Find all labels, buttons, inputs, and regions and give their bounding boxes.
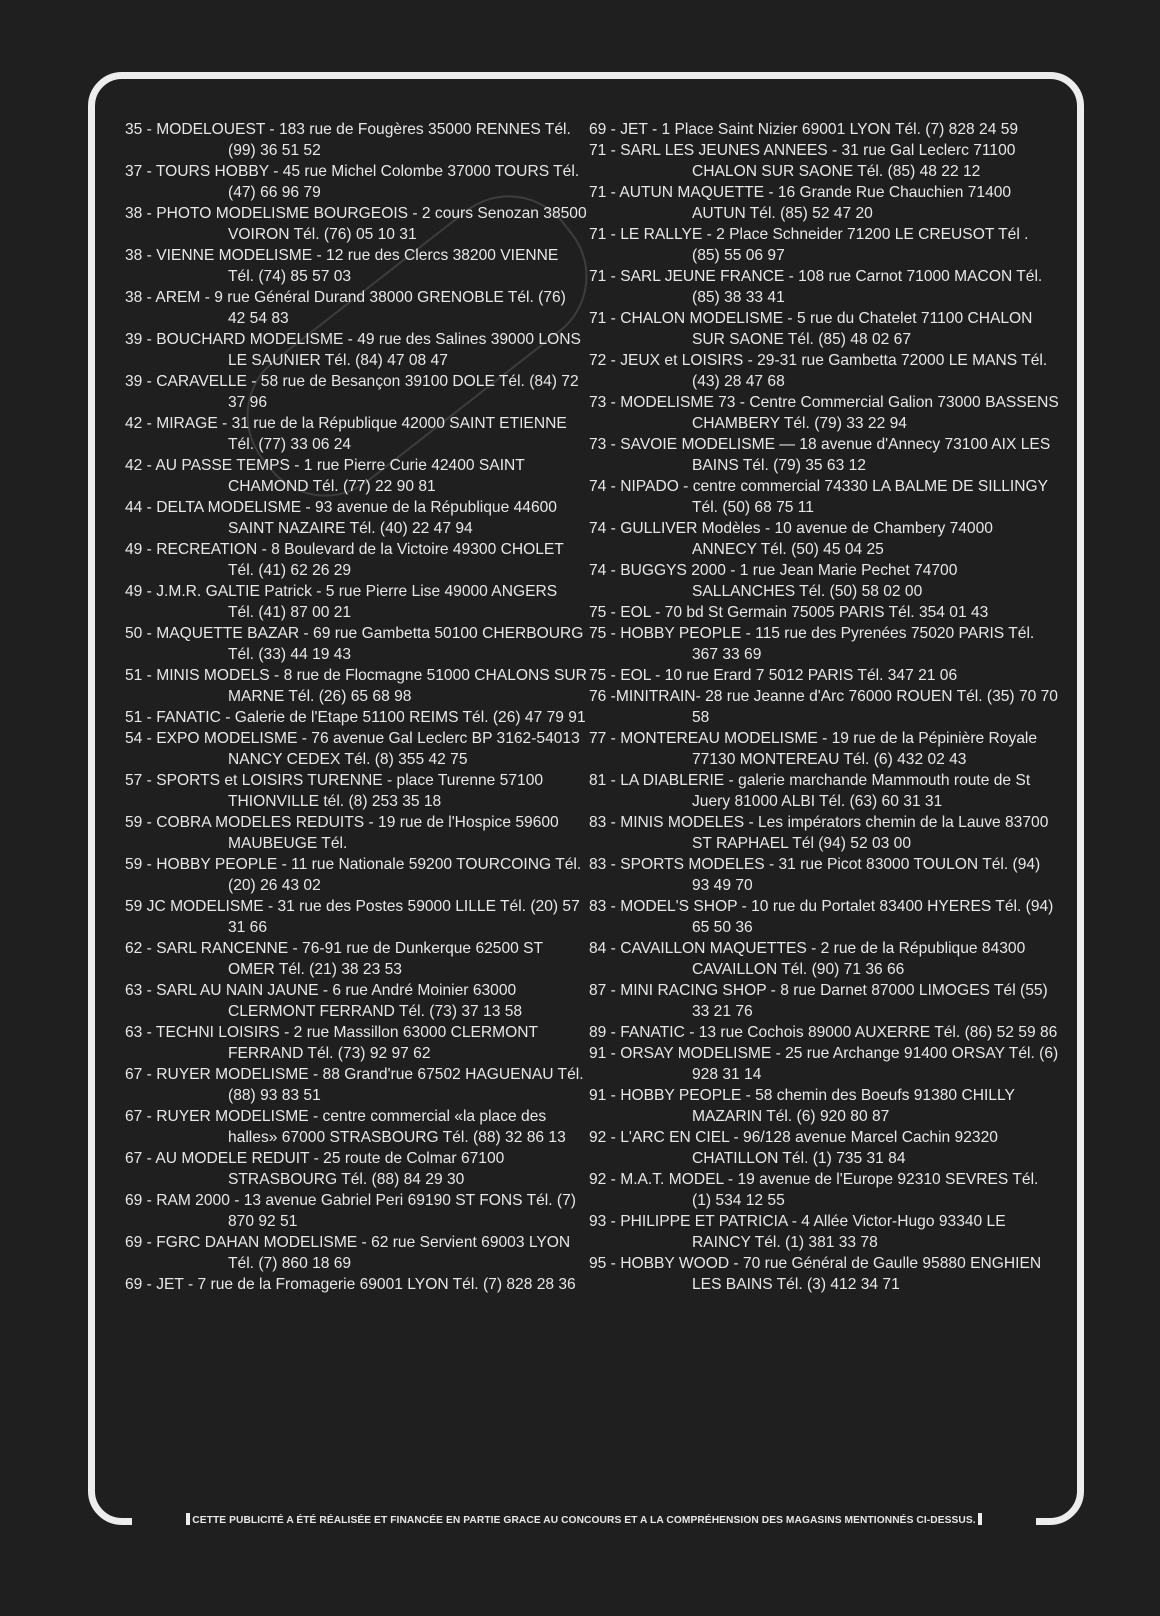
dealer-entry: 73 - SAVOIE MODELISME — 18 avenue d'Annecy 73100 AIX LES BAINS Tél. (79) 35 63 12 xyxy=(589,436,1051,474)
dealer-entry: 67 - RUYER MODELISME - 88 Grand'rue 67502 HAGUENAU Tél. (88) 93 83 51 xyxy=(125,1066,584,1104)
dealer-entry: 89 - FANATIC - 13 rue Cochois 89000 AUXERRE Tél. (86) 52 59 86 xyxy=(589,1024,1058,1041)
dealer-entry: 69 - FGRC DAHAN MODELISME - 62 rue Servient 69003 LYON Tél. (7) 860 18 69 xyxy=(125,1234,571,1272)
dealer-entry: 38 - PHOTO MODELISME BOURGEOIS - 2 cours Senozan 38500 VOIRON Tél. (76) 05 10 31 xyxy=(125,205,587,243)
dealer-entry: 35 - MODELOUEST - 183 rue de Fougères 35000 RENNES Tél. (99) 36 51 52 xyxy=(125,121,571,159)
dealer-entry: 69 - JET - 7 rue de la Fromagerie 69001 LYON Tél. (7) 828 28 36 xyxy=(125,1276,576,1293)
dealer-entry: 63 - SARL AU NAIN JAUNE - 6 rue André Moinier 63000 CLERMONT FERRAND Tél. (73) 37 13 58 xyxy=(125,982,523,1020)
dealer-entry: 95 - HOBBY WOOD - 70 rue Général de Gaulle 95880 ENGHIEN LES BAINS Tél. (3) 412 34 71 xyxy=(589,1255,1042,1293)
dealer-entry: 50 - MAQUETTE BAZAR - 69 rue Gambetta 50100 CHERBOURG Tél. (33) 44 19 43 xyxy=(125,625,584,663)
dealer-entry: 74 - BUGGYS 2000 - 1 rue Jean Marie Pechet 74700 SALLANCHES Tél. (50) 58 02 00 xyxy=(589,562,958,600)
dealer-entry: 49 - J.M.R. GALTIE Patrick - 5 rue Pierre Lise 49000 ANGERS Tél. (41) 87 00 21 xyxy=(125,583,558,621)
dealer-entry: 71 - CHALON MODELISME - 5 rue du Chatelet 71100 CHALON SUR SAONE Tél. (85) 48 02 67 xyxy=(589,310,1033,348)
dealer-entry: 93 - PHILIPPE ET PATRICIA - 4 Allée Victor-Hugo 93340 LE RAINCY Tél. (1) 381 33 78 xyxy=(589,1213,1006,1251)
dealer-entry: 59 JC MODELISME - 31 rue des Postes 59000 LILLE Tél. (20) 57 31 66 xyxy=(125,898,580,936)
dealer-entry: 75 - EOL - 10 rue Erard 7 5012 PARIS Tél. 347 21 06 xyxy=(589,667,958,684)
dealer-entry: 62 - SARL RANCENNE - 76-91 rue de Dunkerque 62500 ST OMER Tél. (21) 38 23 53 xyxy=(125,940,543,978)
dealer-entry: 83 - SPORTS MODELES - 31 rue Picot 83000 TOULON Tél. (94) 93 49 70 xyxy=(589,856,1041,894)
dealer-entry: 91 - HOBBY PEOPLE - 58 chemin des Boeufs 91380 CHILLY MAZARIN Tél. (6) 920 80 87 xyxy=(589,1087,1015,1125)
dealer-entry: 51 - MINIS MODELS - 8 rue de Flocmagne 51000 CHALONS SUR MARNE Tél. (26) 65 68 98 xyxy=(125,667,587,705)
dealer-entry: 59 - HOBBY PEOPLE - 11 rue Nationale 59200 TOURCOING Tél.(20) 26 43 02 xyxy=(125,856,582,894)
dealer-entry: 75 - HOBBY PEOPLE - 115 rue des Pyrenées 75020 PARIS Tél. 367 33 69 xyxy=(589,625,1035,663)
dealer-entry: 49 - RECREATION - 8 Boulevard de la Victoire 49300 CHOLET Tél. (41) 62 26 29 xyxy=(125,541,564,579)
dealer-entry: 76 -MINITRAIN- 28 rue Jeanne d'Arc 76000 ROUEN Tél. (35) 70 70 58 xyxy=(589,688,1058,726)
dealer-entry: 44 - DELTA MODELISME - 93 avenue de la République 44600 SAINT NAZAIRE Tél. (40) 22 47 94 xyxy=(125,499,557,537)
dealer-entry: 69 - JET - 1 Place Saint Nizier 69001 LYON Tél. (7) 828 24 59 xyxy=(589,121,1019,138)
dealer-entry: 87 - MINI RACING SHOP - 8 rue Darnet 87000 LIMOGES Tél (55) 33 21 76 xyxy=(589,982,1048,1020)
dealer-entry: 42 - MIRAGE - 31 rue de la République 42000 SAINT ETIENNE Tél. (77) 33 06 24 xyxy=(125,415,567,453)
dealer-entry: 67 - RUYER MODELISME - centre commercial «la place des halles» 67000 STRASBOURG Tél. (88) 32 86 13 xyxy=(125,1108,566,1146)
dealer-entry: 59 - COBRA MODELES REDUITS - 19 rue de l'Hospice 59600 MAUBEUGE Tél. xyxy=(125,814,559,852)
dealer-entry: 71 - SARL LES JEUNES ANNEES - 31 rue Gal Leclerc 71100 CHALON SUR SAONE Tél. (85) 48 22 12 xyxy=(589,142,1016,180)
right-column xyxy=(589,119,1059,1295)
dealer-entry: 72 - JEUX et LOISIRS - 29-31 rue Gambetta 72000 LE MANS Tél. (43) 28 47 68 xyxy=(589,352,1048,390)
dealer-entry: 54 - EXPO MODELISME - 76 avenue Gal Leclerc BP 3162-54013 NANCY CEDEX Tél. (8) 355 42 75 xyxy=(125,730,580,768)
dealer-entry: 75 - EOL - 70 bd St Germain 75005 PARIS Tél. 354 01 43 xyxy=(589,604,989,621)
footer-bar-right xyxy=(978,1513,982,1525)
dealer-entry: 51 - FANATIC - Galerie de l'Etape 51100 REIMS Tél. (26) 47 79 91 xyxy=(125,709,586,726)
dealer-entry: 92 - M.A.T. MODEL - 19 avenue de l'Europe 92310 SEVRES Tél. (1) 534 12 55 xyxy=(589,1171,1039,1209)
dealer-entry: 63 - TECHNI LOISIRS - 2 rue Massillon 63000 CLERMONT FERRAND Tél. (73) 92 97 62 xyxy=(125,1024,538,1062)
dealer-entry: 83 - MODEL'S SHOP - 10 rue du Portalet 83400 HYERES Tél. (94) 65 50 36 xyxy=(589,898,1054,936)
dealer-entry: 39 - BOUCHARD MODELISME - 49 rue des Salines 39000 LONS LE SAUNIER Tél. (84) 47 08 47 xyxy=(125,331,581,369)
dealer-entry: 37 - TOURS HOBBY - 45 rue Michel Colombe 37000 TOURS Tél. (47) 66 96 79 xyxy=(125,163,580,201)
dealer-entry: 81 - LA DIABLERIE - galerie marchande Mammouth route de St Juery 81000 ALBI Tél. (63) 60 31 31 xyxy=(589,772,1031,810)
footer-text: CETTE PUBLICITÉ A ÉTÉ RÉALISÉE ET FINANCÉE EN PARTIE GRACE AU CONCOURS ET A LA COMPRÉHENSION DES MAGASINS MENTIONNÉS CI-DESSUS. xyxy=(192,1515,976,1526)
dealer-entry: 67 - AU MODELE REDUIT - 25 route de Colmar 67100 STRASBOURG Tél. (88) 84 29 30 xyxy=(125,1150,505,1188)
dealer-entry: 73 - MODELISME 73 - Centre Commercial Galion 73000 BASSENS CHAMBERY Tél. (79) 33 22 94 xyxy=(589,394,1059,432)
footer-notice xyxy=(132,1512,1036,1530)
dealer-list-frame xyxy=(88,72,1084,1525)
dealer-entry: 38 - VIENNE MODELISME - 12 rue des Clercs 38200 VIENNE Tél. (74) 85 57 03 xyxy=(125,247,559,285)
dealer-entry: 71 - AUTUN MAQUETTE - 16 Grande Rue Chauchien 71400 AUTUN Tél. (85) 52 47 20 xyxy=(589,184,1012,222)
dealer-entry: 71 - LE RALLYE - 2 Place Schneider 71200 LE CREUSOT Tél . (85) 55 06 97 xyxy=(589,226,1029,264)
dealer-entry: 74 - GULLIVER Modèles - 10 avenue de Chambery 74000 ANNECY Tél. (50) 45 04 25 xyxy=(589,520,993,558)
dealer-entry: 71 - SARL JEUNE FRANCE - 108 rue Carnot 71000 MACON Tél. (85) 38 33 41 xyxy=(589,268,1043,306)
dealer-entry: 38 - AREM - 9 rue Général Durand 38000 GRENOBLE Tél. (76) 42 54 83 xyxy=(125,289,566,327)
dealer-entry: 91 - ORSAY MODELISME - 25 rue Archange 91400 ORSAY Tél. (6) 928 31 14 xyxy=(589,1045,1059,1083)
dealer-entry: 92 - L'ARC EN CIEL - 96/128 avenue Marcel Cachin 92320 CHATILLON Tél. (1) 735 31 84 xyxy=(589,1129,998,1167)
footer-bar-left xyxy=(186,1513,190,1525)
dealer-entry: 84 - CAVAILLON MAQUETTES - 2 rue de la République 84300 CAVAILLON Tél. (90) 71 36 66 xyxy=(589,940,1026,978)
dealer-entry: 77 - MONTEREAU MODELISME - 19 rue de la Pépinière Royale 77130 MONTEREAU Tél. (6) 432 02 43 xyxy=(589,730,1038,768)
dealer-entry: 83 - MINIS MODELES - Les impérators chemin de la Lauve 83700 ST RAPHAEL Tél (94) 52 03 00 xyxy=(589,814,1049,852)
dealer-entry: 39 - CARAVELLE - 58 rue de Besançon 39100 DOLE Tél. (84) 72 37 96 xyxy=(125,373,579,411)
dealer-entry: 69 - RAM 2000 - 13 avenue Gabriel Peri 69190 ST FONS Tél. (7) 870 92 51 xyxy=(125,1192,576,1230)
dealer-entry: 42 - AU PASSE TEMPS - 1 rue Pierre Curie 42400 SAINT CHAMOND Tél. (77) 22 90 81 xyxy=(125,457,525,495)
left-column xyxy=(125,119,587,1295)
dealer-entry: 57 - SPORTS et LOISIRS TURENNE - place Turenne 57100 THIONVILLE tél. (8) 253 35 18 xyxy=(125,772,544,810)
dealer-entry: 74 - NIPADO - centre commercial 74330 LA BALME DE SILLINGY Tél. (50) 68 75 11 xyxy=(589,478,1048,516)
